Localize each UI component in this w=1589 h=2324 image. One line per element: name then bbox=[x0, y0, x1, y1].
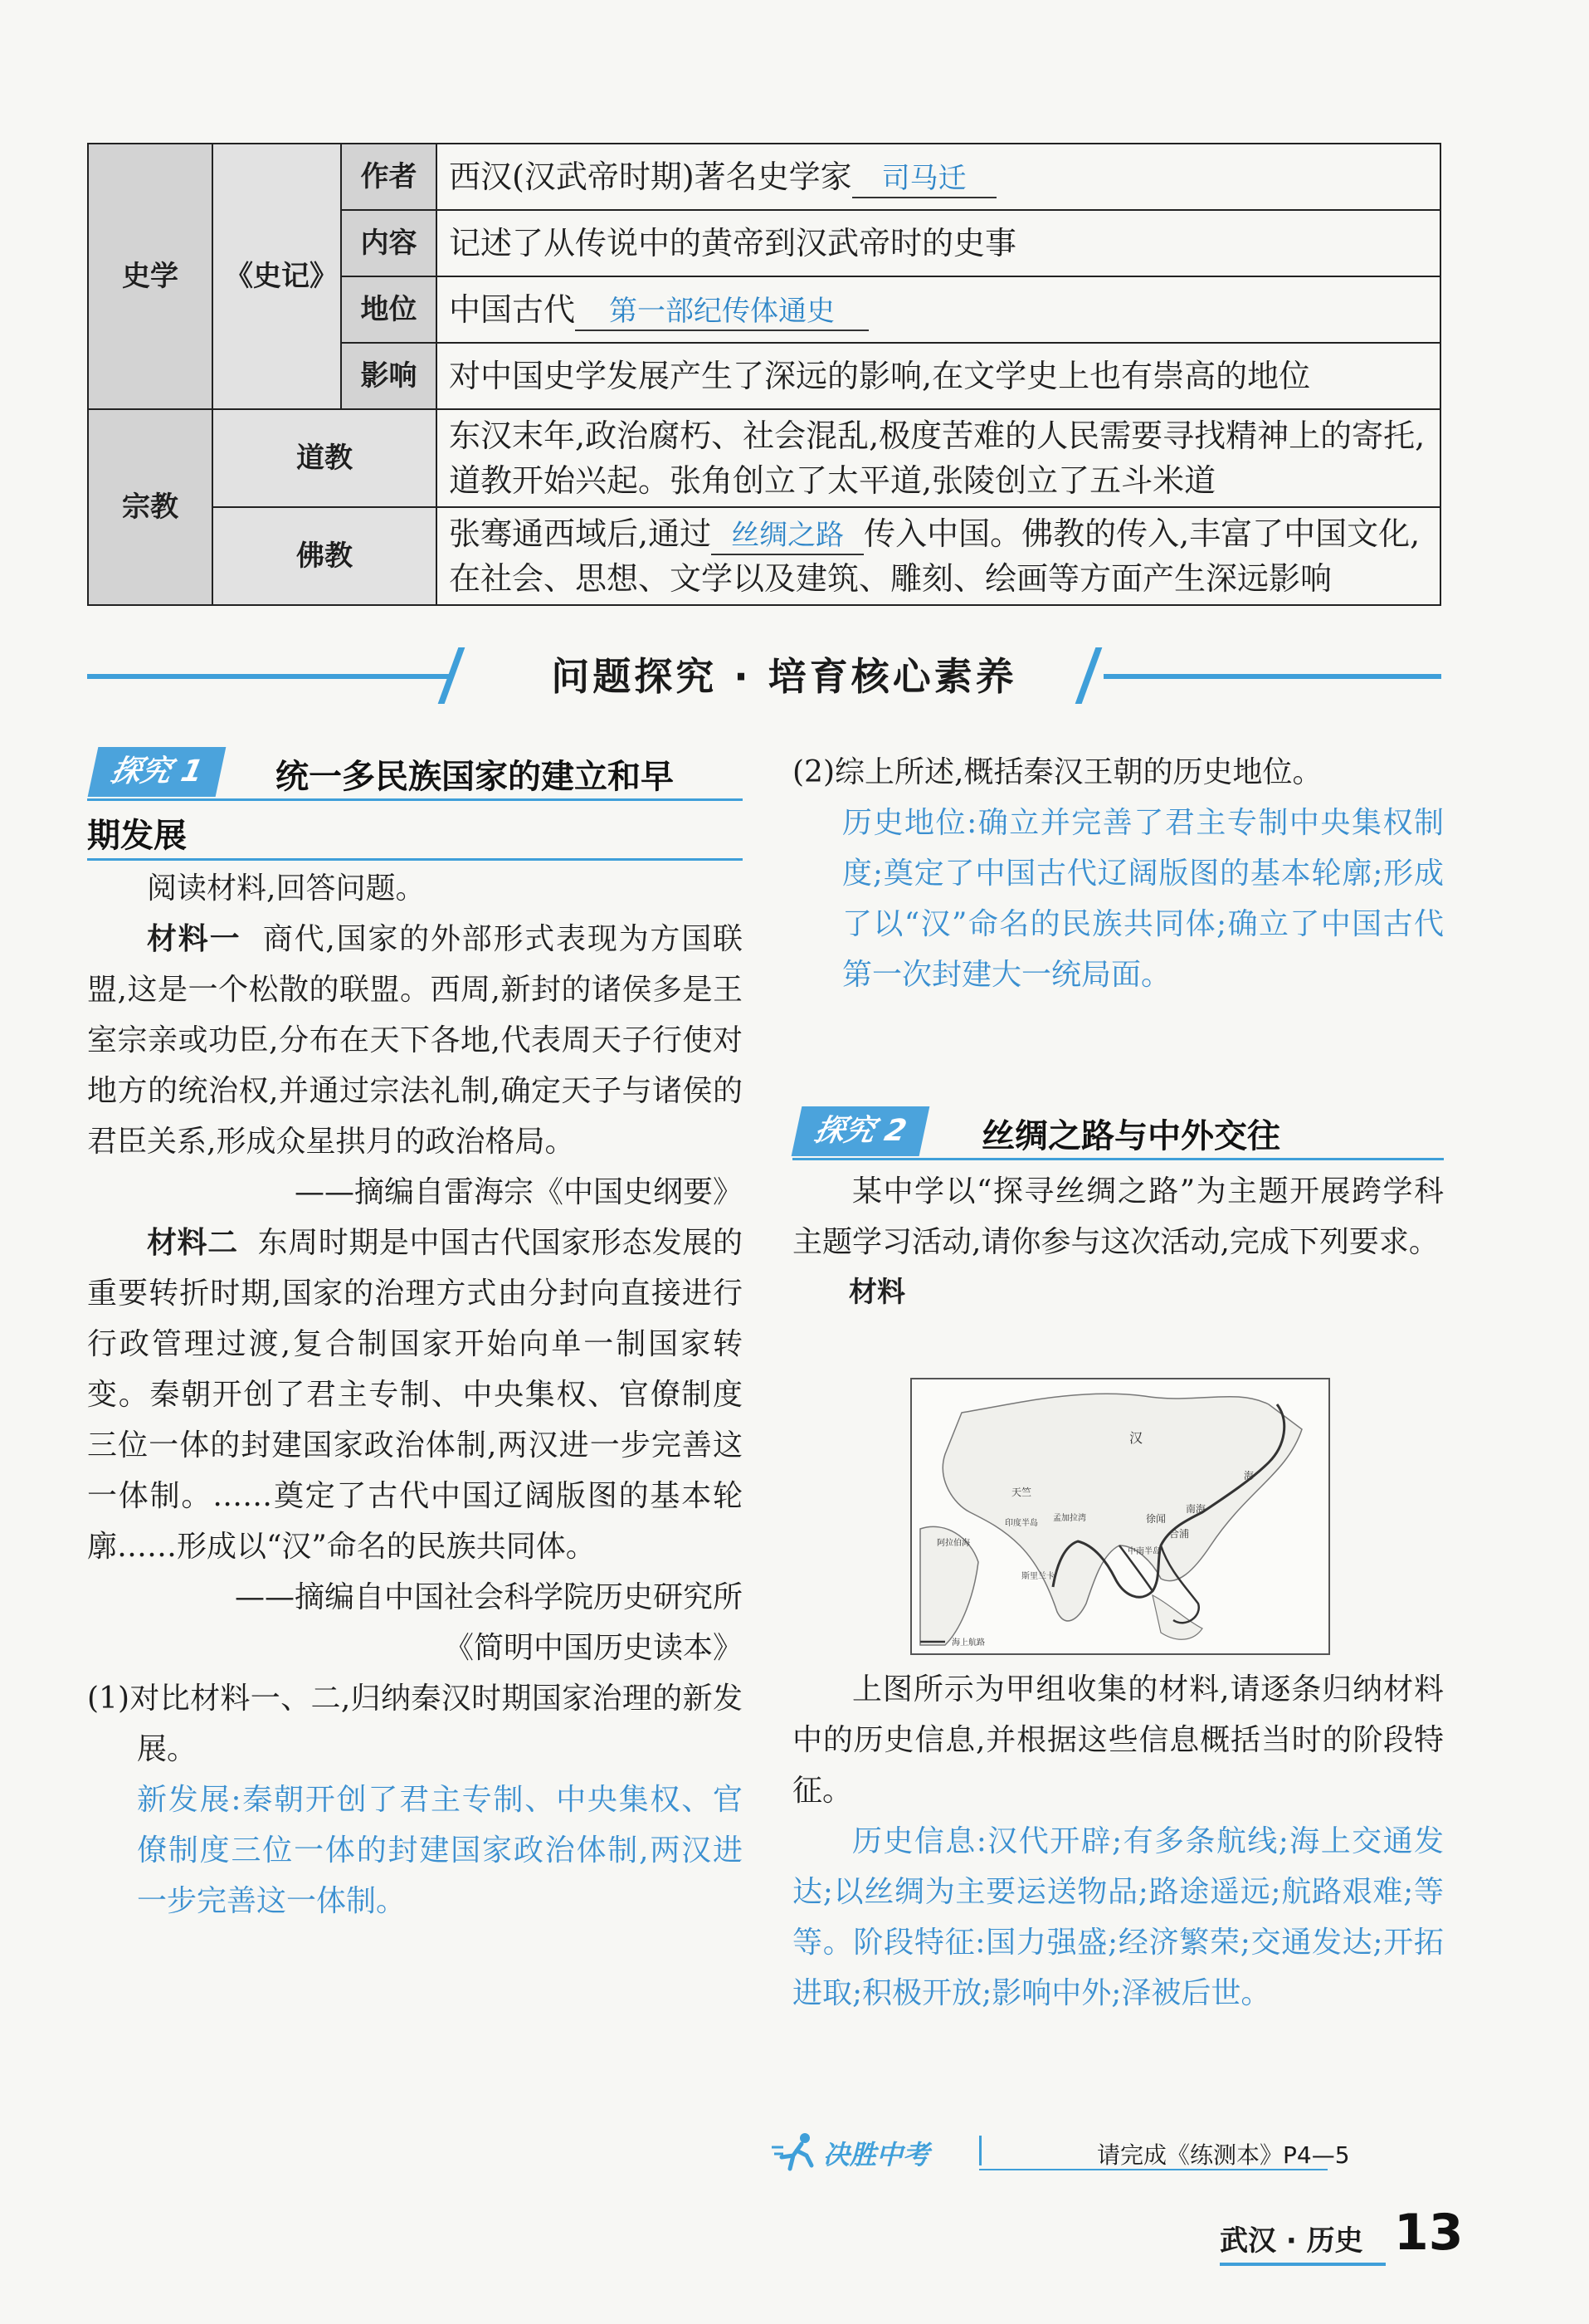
explore-1-continued bbox=[792, 747, 1444, 1000]
explore-1-intro: 阅读材料,回答问题。 bbox=[147, 872, 426, 906]
footer-brand-bar bbox=[772, 2131, 1386, 2172]
material-2-source-book: 《简明中国历史读本》 bbox=[443, 1631, 743, 1665]
silk-road-map bbox=[910, 1378, 1330, 1655]
footer-edition: 武汉 · 历史 bbox=[1220, 2224, 1363, 2258]
explore-1-title-b: 期发展 bbox=[87, 817, 187, 855]
explore-1-tag: 探究 1 bbox=[88, 747, 226, 797]
answer-1: 新发展:秦朝开创了君主专制、中央集权、官僚制度三位一体的封建国家政治体制,两汉进一步完善这一体制。 bbox=[137, 1783, 743, 1918]
map-label-han: 汉 bbox=[1129, 1430, 1143, 1446]
fill-blank-answer: 第一部纪传体通史 bbox=[575, 293, 869, 331]
title-underline bbox=[87, 798, 743, 801]
table-category-zongjiao: 宗教 bbox=[88, 409, 212, 605]
land-asia bbox=[943, 1394, 1302, 1621]
explore-2-intro: 某中学以“探寻丝绸之路”为主题开展跨学科主题学习活动,请你参与这次活动,完成下列要求。 bbox=[792, 1174, 1444, 1259]
knowledge-table bbox=[87, 143, 1441, 606]
table-cell: 张骞通西域后,通过 丝绸之路 传入中国。佛教的传入,丰富了中国文化,在社会、思想、文学以及建筑、雕刻、绘画等方面产生深远影响 bbox=[436, 507, 1440, 605]
table-book-title: 《史记》 bbox=[212, 144, 341, 409]
map-label-xuwen: 徐闻 bbox=[1146, 1513, 1167, 1525]
map-label-alabo: 阿拉伯海 bbox=[937, 1539, 970, 1548]
section-banner-title: 问题探究 · 培育核心素养 bbox=[551, 654, 1017, 699]
fill-blank-answer: 丝绸之路 bbox=[711, 517, 864, 555]
material-1-source: ——摘编自雷海宗《中国史纲要》 bbox=[294, 1175, 743, 1209]
page-number: 13 bbox=[1394, 2204, 1464, 2262]
table-row-label: 内容 bbox=[341, 210, 436, 276]
footer-underline bbox=[979, 2169, 1328, 2170]
map-label-zhongnan: 中南半岛 bbox=[1128, 1547, 1161, 1556]
explore-2-task-block bbox=[792, 1664, 1444, 2019]
explore-2-title: 丝绸之路与中外交往 bbox=[982, 1117, 1280, 1155]
map-label-sri: 斯里兰卡 bbox=[1021, 1572, 1055, 1581]
footer-divider bbox=[979, 2136, 982, 2165]
table-cell: 对中国史学发展产生了深远的影响,在文学史上也有崇高的地位 bbox=[436, 343, 1440, 409]
legend-label: 海上航路 bbox=[952, 1638, 985, 1648]
table-cell: 西汉(汉武帝时期)著名史学家 司马迁 bbox=[436, 144, 1440, 210]
table-row-label: 道教 bbox=[212, 409, 436, 507]
explore-2-answer: 历史信息:汉代开辟;有多条航线;海上交通发达;以丝绸为主要运送物品;路途遥远;航路艰难;等等。阶段特征:国力强盛;经济繁荣;交通发达;开拓进取;积极开放;影响中外;泽被后世。 bbox=[792, 1824, 1444, 2010]
explore-1-title-a: 统一多民族国家的建立和早 bbox=[275, 758, 674, 796]
footer-edition-underline bbox=[1220, 2263, 1386, 2266]
table-cell: 东汉末年,政治腐朽、社会混乱,极度苦难的人民需要寻找精神上的寄托,道教开始兴起。张角创立了太平道,张陵创立了五斗米道 bbox=[436, 409, 1440, 507]
material-1: 材料一 商代,国家的外部形式表现为方国联盟,这是一个松散的联盟。西周,新封的诸侯多是王室宗亲或功臣,分布在天下各地,代表周天子行使对地方的统治权,并通过宗法礼制,确定天子与诸侯的君臣关系,形成众星拱月的政治格局。 bbox=[87, 922, 743, 1159]
question-2: (2)综上所述,概括秦汉王朝的历史地位。 bbox=[792, 755, 1323, 789]
material-2-source: ——摘编自中国社会科学院历史研究所 bbox=[234, 1580, 743, 1614]
table-row-label: 作者 bbox=[341, 144, 436, 210]
map-label-nanhai: 南海 bbox=[1186, 1503, 1206, 1515]
map-graphic bbox=[912, 1379, 1328, 1653]
material-2: 材料二 东周时期是中国古代国家形态发展的重要转折时期,国家的治理方式由分封向直接进行行政管理过渡,复合制国家开始向单一制国家转变。秦朝开创了君主专制、中央集权、官僚制度三位一体的封建国家政治体制,两汉进一步完善这一体制。……奠定了古代中国辽阔版图的基本轮廓……形成以“汉”命名的民族共同体。 bbox=[87, 1226, 743, 1564]
map-label-hepu: 合浦 bbox=[1169, 1528, 1190, 1540]
title-underline bbox=[792, 1158, 1444, 1160]
explore-2-tag: 探究 2 bbox=[792, 1106, 929, 1156]
material-label: 材料 bbox=[849, 1276, 905, 1309]
banner-line-left bbox=[87, 674, 452, 679]
footer-note: 请完成《练测本》P4—5 bbox=[1097, 2141, 1350, 2169]
map-label-mengjiala: 孟加拉湾 bbox=[1053, 1514, 1086, 1523]
explore-1-body bbox=[87, 863, 743, 1926]
answer-2: 历史地位:确立并完善了君主专制中央集权制度;奠定了中国古代辽阔版图的基本轮廓;形成了以“汉”命名的民族共同体;确立了中国古代第一次封建大一统局面。 bbox=[842, 806, 1444, 992]
banner-line-right bbox=[1104, 674, 1441, 679]
running-figure-icon bbox=[772, 2131, 821, 2172]
question-1: (1)对比材料一、二,归纳秦汉时期国家治理的新发展。 bbox=[87, 1682, 743, 1766]
map-label-hai: 海 bbox=[1244, 1470, 1255, 1482]
table-row-label: 影响 bbox=[341, 343, 436, 409]
explore-2-body bbox=[792, 1166, 1444, 1318]
table-row-label: 佛教 bbox=[212, 507, 436, 605]
table-row-label: 地位 bbox=[341, 276, 436, 343]
table-cell: 记述了从传说中的黄帝到汉武帝时的史事 bbox=[436, 210, 1440, 276]
table-cell: 中国古代 第一部纪传体通史 bbox=[436, 276, 1440, 343]
map-label-yindu: 印度半岛 bbox=[1005, 1519, 1038, 1528]
fill-blank-answer: 司马迁 bbox=[852, 160, 997, 198]
map-label-tianzhu: 天竺 bbox=[1011, 1487, 1032, 1498]
title-underline bbox=[87, 858, 743, 861]
explore-2-task: 上图所示为甲组收集的材料,请逐条归纳材料中的历史信息,并根据这些信息概括当时的阶段特征。 bbox=[792, 1672, 1444, 1808]
table-category-shixue: 史学 bbox=[88, 144, 212, 409]
footer-brand: 决胜中考 bbox=[823, 2139, 930, 2170]
